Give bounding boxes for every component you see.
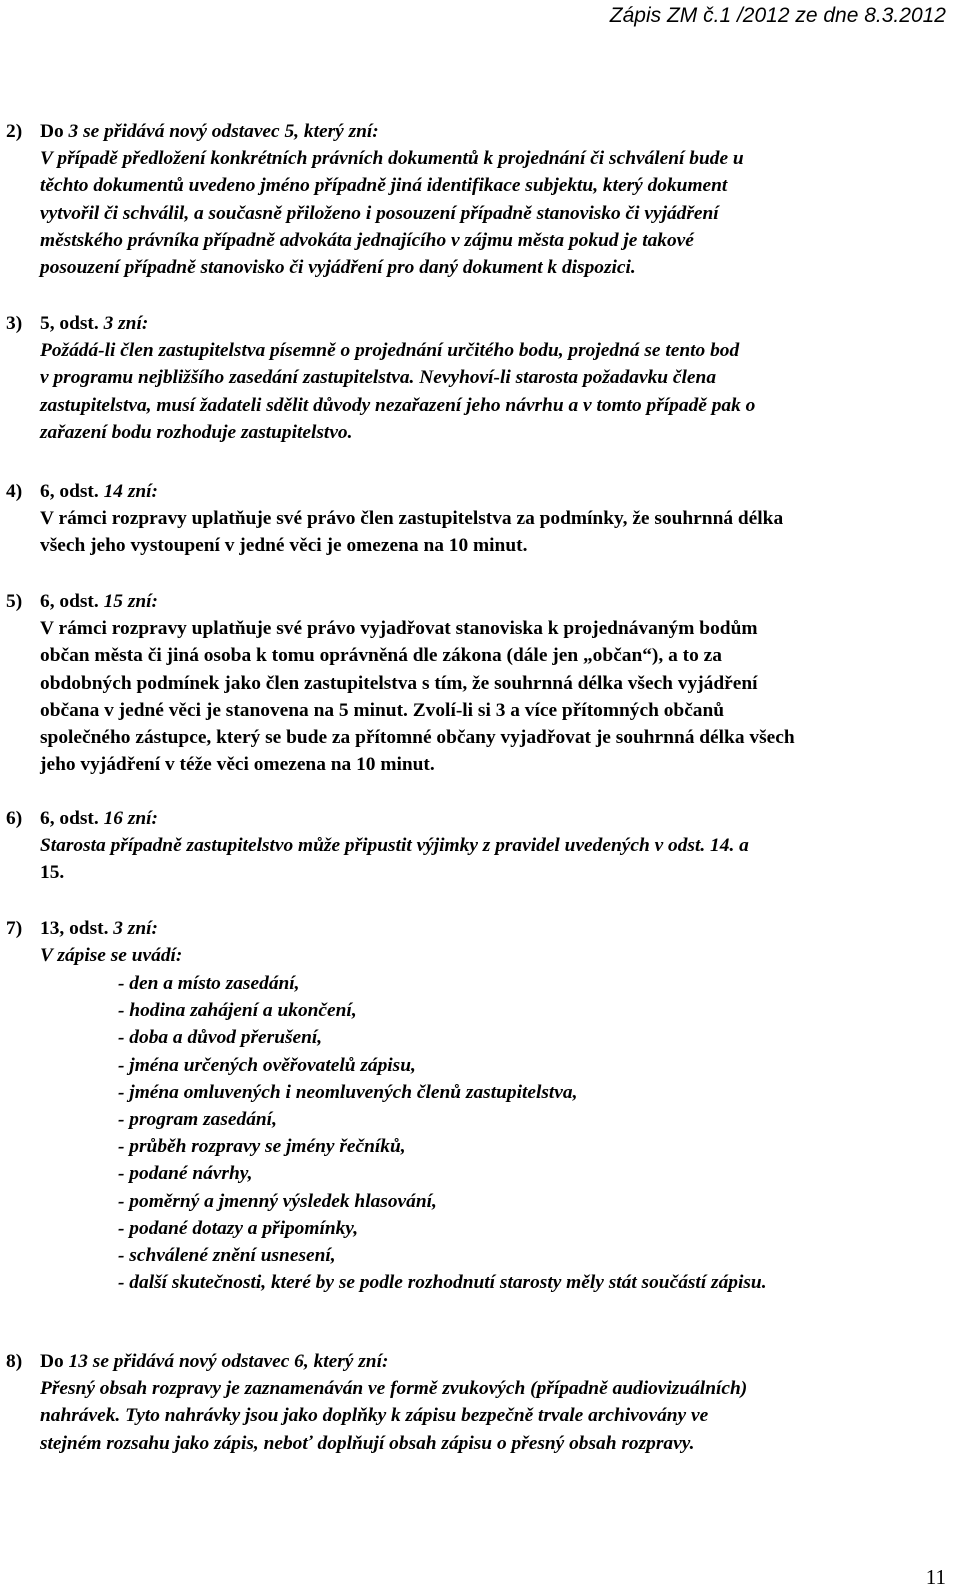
heading-prefix: Do [40, 121, 69, 142]
paragraph-line: všech jeho vystoupení v jedné věci je omezena na 10 minut. [40, 535, 528, 557]
item-number: 3) [6, 313, 23, 334]
heading-suffix: 13 se přidává nový odstavec 6, který zní: [68, 1351, 389, 1372]
paragraph-line: jeho vyjádření v téže věci omezena na 10 minut. [40, 754, 435, 776]
paragraph-line: Přesný obsah rozpravy je zaznamenáván ve formě zvukových (případně audiovizuálních) [40, 1378, 748, 1400]
list-item: - další skutečnosti, které by se podle rozhodnutí starosty měly stát součástí zápisu. [118, 1272, 767, 1294]
list-item: - program zasedání, [118, 1109, 277, 1131]
paragraph-line: těchto dokumentů uvedeno jméno případně jiná identifikace subjektu, který dokument [40, 175, 728, 197]
item-heading [6, 588, 952, 615]
item-7 [6, 915, 952, 969]
paragraph-line: Starosta případně zastupitelstvo může připustit výjimky z pravidel uvedených v odst. 14. a [40, 835, 749, 857]
paragraph-line: 15. [40, 862, 65, 884]
list-item: - doba a důvod přerušení, [118, 1027, 323, 1049]
item-8 [6, 1348, 952, 1457]
list-item: - schválené znění usnesení, [118, 1245, 336, 1267]
item-heading [6, 478, 952, 505]
paragraph-line: Požádá-li člen zastupitelstva písemně o projednání určitého bodu, projedná se tento bod [40, 340, 740, 362]
item-number: 2) [6, 121, 23, 142]
heading-suffix: 14 zní: [103, 481, 158, 502]
list-item: - jména určených ověřovatelů zápisu, [118, 1054, 416, 1076]
paragraph-line: občan města či jiná osoba k tomu oprávněná dle zákona (dále jen „občan“), a to za [40, 645, 722, 667]
heading-suffix: 3 se přidává nový odstavec 5, který zní: [68, 121, 379, 142]
paragraph-line: vytvořil či schválil, a současně přiloženo i posouzení případně stanovisko či vyjádření [40, 202, 719, 224]
item-heading [6, 1348, 952, 1375]
page-header: Zápis ZM č.1 /2012 ze dne 8.3.2012 [609, 4, 946, 27]
item-number: 6) [6, 808, 23, 829]
list-item: - podané návrhy, [118, 1163, 253, 1185]
item-4 [6, 478, 952, 560]
heading-suffix: 3 zní: [103, 313, 149, 334]
paragraph-line: nahrávek. Tyto nahrávky jsou jako doplňky k zápisu bezpečně trvale archivovány ve [40, 1405, 709, 1427]
paragraph-line: společného zástupce, který se bude za přítomné občany vyjadřovat je souhrnná délka všech [40, 727, 795, 749]
list-item: - průběh rozpravy se jmény řečníků, [118, 1136, 406, 1158]
paragraph-line: v programu nejbližšího zasedání zastupitelstva. Nevyhoví-li starosta požadavku člena [40, 367, 717, 389]
paragraph-line: zařazení bodu rozhoduje zastupitelstvo. [40, 421, 353, 443]
paragraph-line: stejném rozsahu jako zápis, neboť doplňují obsah zápisu o přesný obsah rozpravy. [40, 1432, 695, 1454]
item-number: 5) [6, 591, 23, 612]
item-5 [6, 588, 952, 778]
paragraph-line: zastupitelstva, musí žadateli sdělit důvody nezařazení jeho návrhu a v tomto případě pak o [40, 394, 756, 416]
list-item: - podané dotazy a připomínky, [118, 1217, 359, 1239]
item-number: 7) [6, 918, 23, 939]
item-number: 4) [6, 481, 23, 502]
heading-prefix: 6, odst. [40, 808, 104, 829]
paragraph-line: městského právníka případně advokáta jednajícího v zájmu města pokud je takové [40, 229, 694, 251]
list-item: - poměrný a jmenný výsledek hlasování, [118, 1190, 437, 1212]
item-heading [6, 805, 952, 832]
page-number: 11 [925, 1565, 946, 1589]
item-heading [6, 118, 952, 145]
item-heading [6, 915, 952, 942]
minutes-contents-list [118, 970, 767, 1296]
paragraph-line: posouzení případně stanovisko či vyjádření pro daný dokument k dispozici. [40, 257, 636, 279]
paragraph-line: V zápise se uvádí: [40, 945, 183, 967]
paragraph-line: obdobných podmínek jako člen zastupitelstva s tím, že souhrnná délka všech vyjádření [40, 672, 758, 694]
heading-prefix: 6, odst. [40, 481, 104, 502]
paragraph-line: V případě předložení konkrétních právních dokumentů k projednání či schválení bude u [40, 148, 744, 170]
item-6 [6, 805, 952, 887]
heading-prefix: Do [40, 1351, 69, 1372]
paragraph-line: V rámci rozpravy uplatňuje své právo vyjadřovat stanoviska k projednávaným bodům [40, 618, 758, 640]
item-2 [6, 118, 952, 281]
list-item: - jména omluvených i neomluvených členů zastupitelstva, [118, 1081, 578, 1103]
heading-prefix: 6, odst. [40, 591, 104, 612]
heading-suffix: 16 zní: [103, 808, 158, 829]
list-item: - den a místo zasedání, [118, 973, 300, 994]
heading-suffix: 15 zní: [103, 591, 158, 612]
list-item: - hodina zahájení a ukončení, [118, 1000, 357, 1022]
heading-prefix: 13, odst. [40, 918, 114, 939]
paragraph-line: občana v jedné věci je stanovena na 5 minut. Zvolí-li si 3 a více přítomných občanů [40, 699, 725, 721]
item-number: 8) [6, 1351, 23, 1372]
item-heading [6, 310, 952, 337]
paragraph-line: V rámci rozpravy uplatňuje své právo člen zastupitelstva za podmínky, že souhrnná délka [40, 508, 784, 530]
item-3 [6, 310, 952, 446]
heading-suffix: 3 zní: [113, 918, 158, 939]
heading-prefix: 5, odst. [40, 313, 104, 334]
